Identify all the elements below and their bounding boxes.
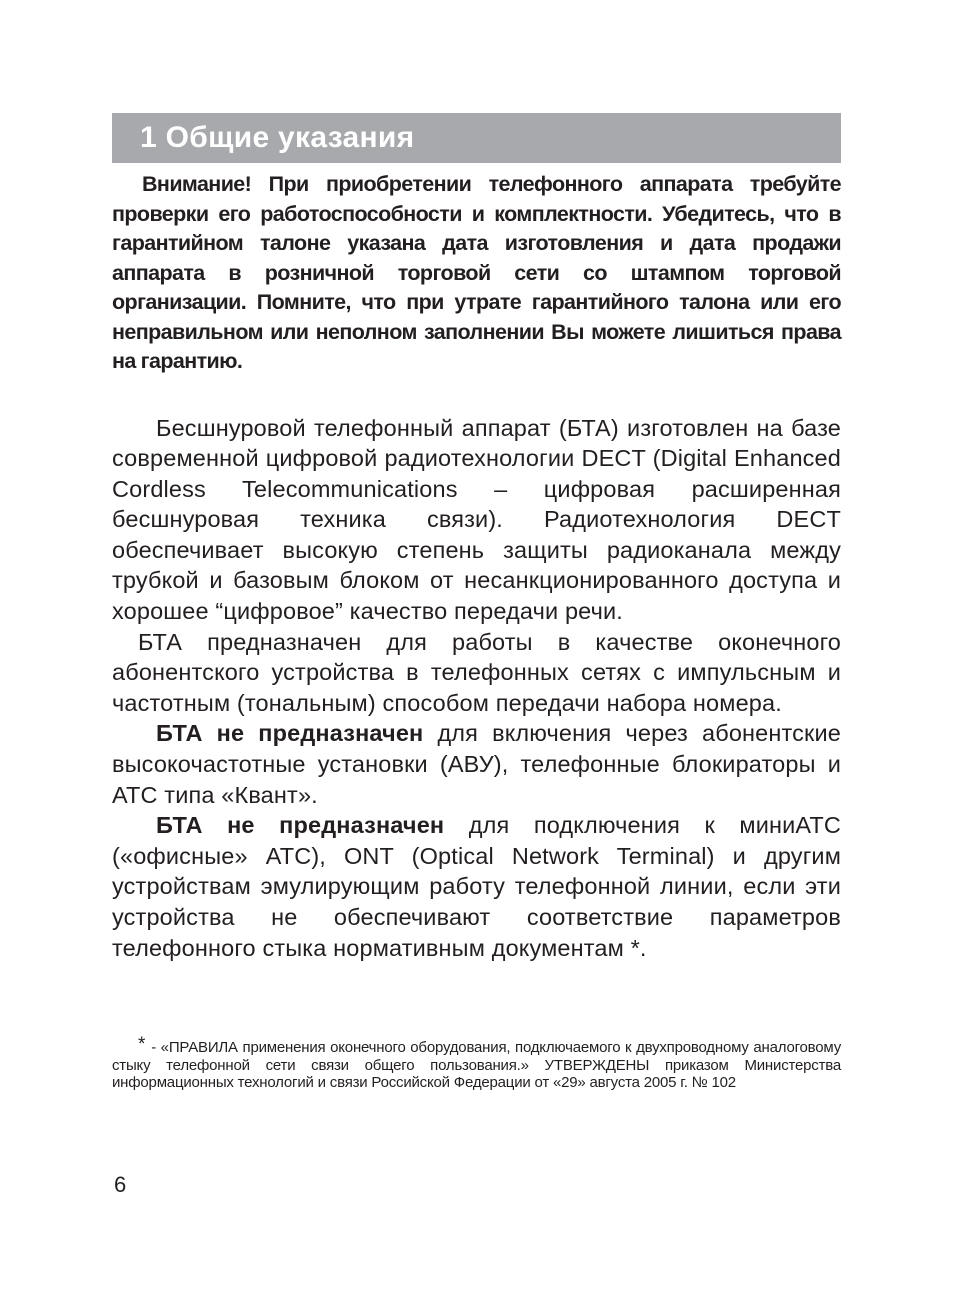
section-header [112, 113, 841, 163]
page-content [112, 113, 841, 963]
paragraph-dect-description: Бесшнуровой телефонный аппарат (БТА) изготовлен на базе современной цифровой радиотехнологии DECT (Digital Enhanced Cordless Telecommunications – цифровая расширенная бесшнуровая техника связи). Радиотехнология DECT обеспечивает высокую степень защиты радиоканала между трубкой и базовым блоком от несанкционированного доступа и хорошее “цифровое” качество передачи речи. [112, 414, 841, 625]
body-text [112, 413, 841, 964]
paragraph-not-intended-mini-ats [112, 810, 841, 963]
page-number: 6 [114, 1172, 127, 1197]
paragraph-text: для подключения к миниАТС («офисные» АТС), ONT (Optical Network Terminal) и другим устройствам эмулирующим работу телефонной линии, если эти устройства не обеспечивают соответствие параметров телефонного стыка нормативным документам *. [112, 812, 841, 961]
footnote [112, 1034, 841, 1092]
paragraph-not-intended-avu [112, 718, 841, 810]
warning-notice: Внимание! При приобретении телефонного аппарата требуйте проверки его работоспособности и комплектности. Убедитесь, что в гарантийном талоне указана дата изготовления и дата продажи аппарата в розничной торговой сети со штампом торговой организации. Помните, что при утрате гарантийного талона или его неправильном или неполном заполнении Вы можете лишиться права на гарантию. [112, 172, 841, 373]
paragraph-purpose: БТА предназначен для работы в качестве оконечного абонентского устройства в телефонных сетях с импульсным и частотным (тональным) способом передачи набора номера. [112, 628, 841, 716]
footnote-text: - «ПРАВИЛА применения оконечного оборудования, подключаемого к двухпроводному аналоговому стыку телефонной сети связи общего пользования.» УТВЕРЖДЕНЫ приказом Министерства информационных технологий и связи Российской Федерации от «29» августа 2005 г. № 102 [112, 1039, 841, 1091]
footnote-marker: * [138, 1034, 146, 1055]
paragraph-text: для включения через абонентские высокочастотные установки (АВУ), телефонные блокираторы и АТС типа «Квант». [112, 720, 841, 808]
section-title: 1 Общие указания [140, 121, 415, 154]
bold-not-intended: БТА не предназначен [156, 812, 445, 839]
bold-not-intended: БТА не предназначен [156, 720, 424, 747]
